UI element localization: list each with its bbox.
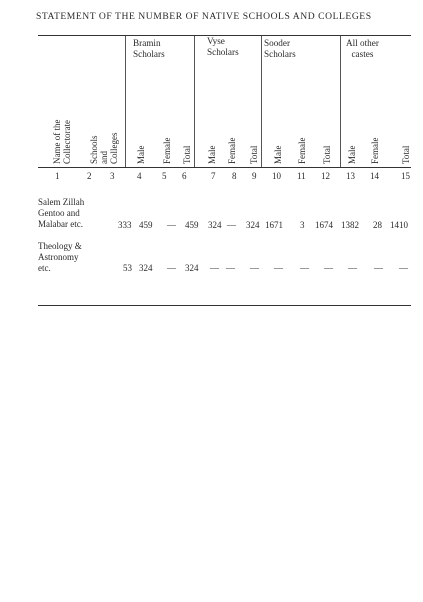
table-cell: 324 — [185, 263, 199, 273]
table-cell: 28 — [373, 220, 382, 230]
column-number: 7 — [211, 171, 216, 181]
col-header-collectorate: Name of the Collectorate — [52, 119, 72, 164]
table-cell: 53 — [123, 263, 132, 273]
table-cell: — — [324, 263, 333, 273]
table-cell: 324 — [208, 220, 222, 230]
column-number: 1 — [55, 171, 60, 181]
row-label-salem: Salem Zillah Gentoo and Malabar etc. — [38, 197, 85, 229]
table-cell: 1674 — [315, 220, 333, 230]
col-header-sooder-female: Female — [297, 137, 307, 164]
table-cell: 324 — [139, 263, 153, 273]
table-cell: — — [300, 263, 309, 273]
col-header-vyse-total: Total — [249, 145, 259, 164]
column-number: 11 — [297, 171, 306, 181]
page-title: STATEMENT OF THE NUMBER OF NATIVE SCHOOLS AND COLLEGES — [36, 11, 372, 22]
group-header-other: All other castes — [346, 38, 379, 59]
table-cell: — — [227, 220, 236, 230]
column-number: 4 — [137, 171, 142, 181]
divider-bramin — [125, 36, 126, 167]
table-cell: — — [399, 263, 408, 273]
table-cell: 1671 — [265, 220, 283, 230]
col-header-bramin-total: Total — [182, 145, 192, 164]
column-number: 12 — [321, 171, 330, 181]
column-number: 15 — [401, 171, 410, 181]
col-header-vyse-female: Female — [227, 137, 237, 164]
table-cell: 1410 — [390, 220, 408, 230]
column-number: 9 — [252, 171, 257, 181]
col-header-other-male: Male — [347, 145, 357, 164]
table-cell: — — [226, 263, 235, 273]
column-number: 6 — [182, 171, 187, 181]
table-cell: 324 — [246, 220, 260, 230]
column-number: 3 — [110, 171, 115, 181]
group-header-sooder: Sooder Scholars — [264, 38, 296, 59]
header-bottom-rule — [38, 167, 411, 168]
column-number: 8 — [232, 171, 237, 181]
divider-sooder — [261, 36, 262, 167]
table-bottom-rule — [38, 305, 411, 306]
table-cell: — — [374, 263, 383, 273]
col-header-sooder-total: Total — [322, 145, 332, 164]
group-header-bramin: Bramin Scholars — [133, 38, 165, 59]
table-cell: 333 — [118, 220, 132, 230]
group-header-vyse: Vyse Scholars — [207, 36, 239, 57]
divider-vyse — [194, 36, 195, 167]
col-header-other-total: Total — [401, 145, 411, 164]
table-cell: 459 — [185, 220, 199, 230]
col-header-vyse-male: Male — [207, 145, 217, 164]
col-header-bramin-male: Male — [136, 145, 146, 164]
column-number: 5 — [162, 171, 167, 181]
column-number: 10 — [272, 171, 281, 181]
col-header-schools: Schools and Colleges — [89, 132, 119, 164]
table-cell: — — [348, 263, 357, 273]
col-header-bramin-female: Female — [162, 137, 172, 164]
table-cell: 1382 — [341, 220, 359, 230]
table-cell: — — [250, 263, 259, 273]
col-header-other-female: Female — [370, 137, 380, 164]
table-cell: — — [167, 220, 176, 230]
column-number: 14 — [370, 171, 379, 181]
table-cell: 3 — [300, 220, 305, 230]
column-number: 13 — [346, 171, 355, 181]
divider-other — [340, 36, 341, 167]
table-cell: — — [167, 263, 176, 273]
table-cell: 459 — [139, 220, 153, 230]
col-header-sooder-male: Male — [273, 145, 283, 164]
table-cell: — — [274, 263, 283, 273]
table-cell: — — [210, 263, 219, 273]
column-number: 2 — [87, 171, 92, 181]
row-label-theology: Theology & Astronomy etc. — [38, 241, 82, 273]
